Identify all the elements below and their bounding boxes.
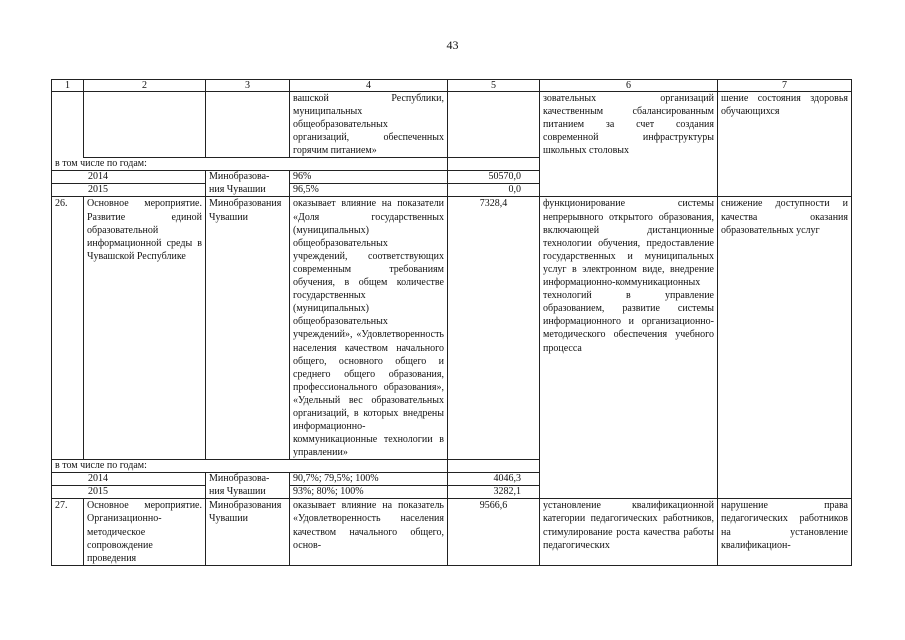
amount-cell: 9566,6: [448, 499, 540, 565]
result-cell: установление квалификационной категории педагогических работников, стимулирование роста качества работы педагогических: [540, 499, 718, 565]
indicator-value-cell: 93%; 80%; 100%: [290, 486, 448, 499]
ministry-cell: Минобразова-: [206, 171, 290, 184]
result-cell: функционирование системы непрерывного открытого образования, включающей дистанционные технологии обучения, предоставление государственных и муниципальных услуг в электронном виде, внедрение информационно-коммуникационных технологий в управление образованием, развитие системы информационного и организационно-методического обеспечения учебного процесса: [540, 197, 718, 499]
by-years-label: в том числе по годам:: [52, 460, 448, 473]
program-activities-table: [51, 79, 852, 566]
ministry-cell: ния Чувашии: [206, 184, 290, 197]
ministry-cell: ния Чувашии: [206, 486, 290, 499]
indicators-cell: вашской Республики, муниципальных общеобразовательных организаций, обеспеченных горячим питанием»: [290, 92, 448, 158]
indicator-value-cell: 90,7%; 79,5%; 100%: [290, 473, 448, 486]
year-cell: 2014: [52, 171, 206, 184]
ministry-cell: [206, 92, 290, 158]
row-number-cell: 26.: [52, 197, 84, 460]
amount-cell: 4046,3: [448, 473, 540, 486]
amount-cell: 3282,1: [448, 486, 540, 499]
table-row: [52, 499, 852, 565]
amount-cell: 7328,4: [448, 197, 540, 460]
indicators-cell: оказывает влияние на показатели «Доля государственных (муниципальных) общеобразовательных учреждений, соответствующих современным требованиям обучения, в общем количестве государственных (муниципальных) общеобразовательных учреждений», «Удовлетворенность населения качеством начального общего, основного общего и среднего общего образования, профессионального образования», «Удельный вес образовательных организаций, в которых внедрены информационно-коммуникационные технологии в управлении»: [290, 197, 448, 460]
result-cell: зовательных организаций качественным сбалансированным питанием за счет создания современной инфраструктуры школьных столовых: [540, 92, 718, 197]
column-number: 3: [206, 80, 290, 92]
amount-cell: [448, 460, 540, 473]
activity-name-cell: Основное мероприятие. Развитие единой образовательной информационной среды в Чувашской Республике: [84, 197, 206, 460]
ministry-cell: Минобразования Чувашии: [206, 197, 290, 460]
indicator-value-cell: 96%: [290, 171, 448, 184]
column-number-row: [52, 80, 852, 92]
column-number: 1: [52, 80, 84, 92]
table-row: [52, 92, 852, 158]
column-number: 6: [540, 80, 718, 92]
by-years-label: в том числе по годам:: [52, 158, 448, 171]
column-number: 7: [718, 80, 852, 92]
amount-cell: 50570,0: [448, 171, 540, 184]
table-row: [52, 197, 852, 460]
consequence-cell: снижение доступности и качества оказания образовательных услуг: [718, 197, 852, 499]
page-number: 43: [446, 38, 459, 52]
amount-cell: [448, 92, 540, 158]
indicators-cell: оказывает влияние на показатель «Удовлетворенность населения качеством начального общего, основ-: [290, 499, 448, 565]
amount-cell: [448, 158, 540, 171]
year-cell: 2015: [52, 184, 206, 197]
column-number: 2: [84, 80, 206, 92]
column-number: 4: [290, 80, 448, 92]
column-number: 5: [448, 80, 540, 92]
year-cell: 2015: [52, 486, 206, 499]
ministry-cell: Минобразова-: [206, 473, 290, 486]
amount-cell: 0,0: [448, 184, 540, 197]
consequence-cell: шение состояния здоровья обучающихся: [718, 92, 852, 197]
activity-name-cell: [84, 92, 206, 158]
row-number-cell: 27.: [52, 499, 84, 565]
row-number-cell: [52, 92, 84, 158]
indicator-value-cell: 96,5%: [290, 184, 448, 197]
ministry-cell: Минобразования Чувашии: [206, 499, 290, 565]
consequence-cell: нарушение права педагогических работников на установление квалификацион-: [718, 499, 852, 565]
activity-name-cell: Основное мероприятие. Организационно-методическое сопровождение проведения: [84, 499, 206, 565]
year-cell: 2014: [52, 473, 206, 486]
